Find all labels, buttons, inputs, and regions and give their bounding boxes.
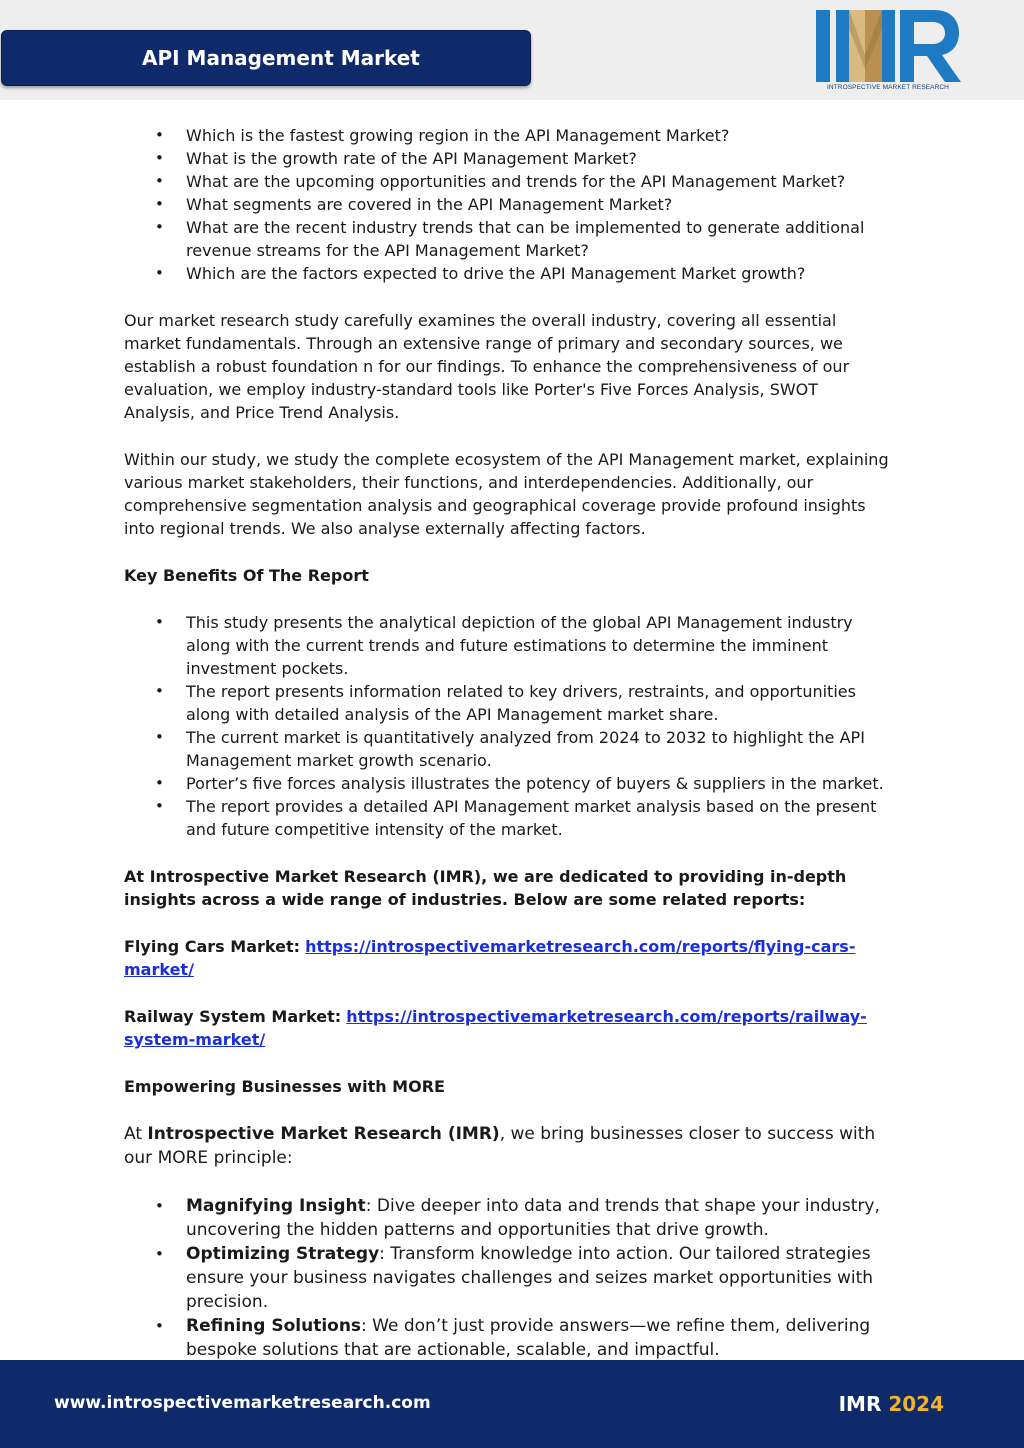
- related-report-flying-cars: [124, 935, 894, 981]
- list-item: • The report provides a detailed API Management market analysis based on the present and future competitive intensity of the market.: [124, 795, 894, 841]
- imr-logo: [814, 9, 962, 95]
- more-intro-prefix: At: [124, 1124, 148, 1144]
- footer-brand: [839, 1392, 944, 1416]
- page-title: API Management Market: [142, 46, 420, 70]
- list-item: • The current market is quantitatively analyzed from 2024 to 2032 to highlight the API Management market growth scenario.: [124, 726, 894, 772]
- footer: [0, 1360, 1024, 1448]
- more-term: Magnifying Insight: [186, 1196, 366, 1216]
- more-desc: : We don’t just provide answers—we refine them, delivering bespoke solutions that are actionable, scalable, and impactful.: [186, 1316, 871, 1360]
- list-item: • This study presents the analytical depiction of the global API Management industry along with the current trends and future estimations to determine the imminent investment pockets.: [124, 611, 894, 680]
- more-list: [124, 1194, 894, 1362]
- list-item: • What is the growth rate of the API Management Market?: [124, 147, 894, 170]
- list-item: • What are the upcoming opportunities and trends for the API Management Market?: [124, 170, 894, 193]
- more-intro: [124, 1122, 894, 1170]
- key-benefits-heading: Key Benefits Of The Report: [124, 566, 369, 585]
- flying-cars-link[interactable]: https://introspectivemarketresearch.com/reports/flying-cars-market/: [124, 937, 856, 979]
- benefits-list: [124, 611, 894, 841]
- title-banner: [1, 30, 531, 86]
- logo-subtitle: INTROSPECTIVE MARKET RESEARCH: [827, 84, 949, 91]
- list-item: • The report presents information related to key drivers, restraints, and opportunities along with detailed analysis of the API Management market share.: [124, 680, 894, 726]
- footer-website-link[interactable]: www.introspectivemarketresearch.com: [54, 1393, 431, 1413]
- railway-system-link[interactable]: https://introspectivemarketresearch.com/reports/railway-system-market/: [124, 1007, 867, 1049]
- related-report-railway: [124, 1005, 894, 1051]
- list-item: • Which is the fastest growing region in the API Management Market?: [124, 124, 894, 147]
- questions-list: [124, 124, 894, 285]
- list-item: • Porter’s five forces analysis illustrates the potency of buyers & suppliers in the market.: [124, 772, 894, 795]
- list-item: • Which are the factors expected to drive the API Management Market growth?: [124, 262, 894, 285]
- footer-year: 2024: [888, 1392, 944, 1416]
- more-intro-brand: Introspective Market Research (IMR): [147, 1124, 500, 1144]
- list-item: [124, 1194, 894, 1242]
- study-paragraph: Our market research study carefully examines the overall industry, covering all essential market fundamentals. Through an extensive range of primary and secondary sources, we establish a robust foundation n for our findings. To enhance the comprehensiveness of our evaluation, we employ industry-standard tools like Porter's Five Forces Analysis, SWOT Analysis, and Price Trend Analysis.: [124, 311, 850, 422]
- more-term: Refining Solutions: [186, 1316, 362, 1336]
- more-term: Optimizing Strategy: [186, 1244, 380, 1264]
- dedication-text: At Introspective Market Research (IMR), we are dedicated to providing in-depth insights across a wide range of industries. Below are some related reports:: [124, 867, 847, 909]
- ecosystem-paragraph: Within our study, we study the complete ecosystem of the API Management market, explaining various market stakeholders, their functions, and interdependencies. Additionally, our comprehensive segmentation analysis and geographical coverage provide profound insights into regional trends. We also analyse externally affecting factors.: [124, 450, 889, 538]
- document-body: [124, 124, 894, 1362]
- footer-brand-name: IMR: [838, 1392, 882, 1416]
- more-heading: Empowering Businesses with MORE: [124, 1077, 445, 1096]
- list-item: [124, 1314, 894, 1362]
- imr-logo-mark: [814, 9, 962, 83]
- list-item: [124, 1242, 894, 1314]
- related-report-label: Railway System Market:: [124, 1007, 342, 1026]
- more-desc: : Dive deeper into data and trends that shape your industry, uncovering the hidden patterns and opportunities that drive growth.: [186, 1196, 880, 1240]
- related-report-label: Flying Cars Market:: [124, 937, 300, 956]
- list-item: • What segments are covered in the API Management Market?: [124, 193, 894, 216]
- more-intro-suffix: , we bring businesses closer to success with our MORE principle:: [124, 1124, 876, 1168]
- more-desc: : Transform knowledge into action. Our tailored strategies ensure your business navigates challenges and seizes market opportunities with precision.: [186, 1244, 874, 1312]
- list-item: • What are the recent industry trends that can be implemented to generate additional revenue streams for the API Management Market?: [124, 216, 894, 262]
